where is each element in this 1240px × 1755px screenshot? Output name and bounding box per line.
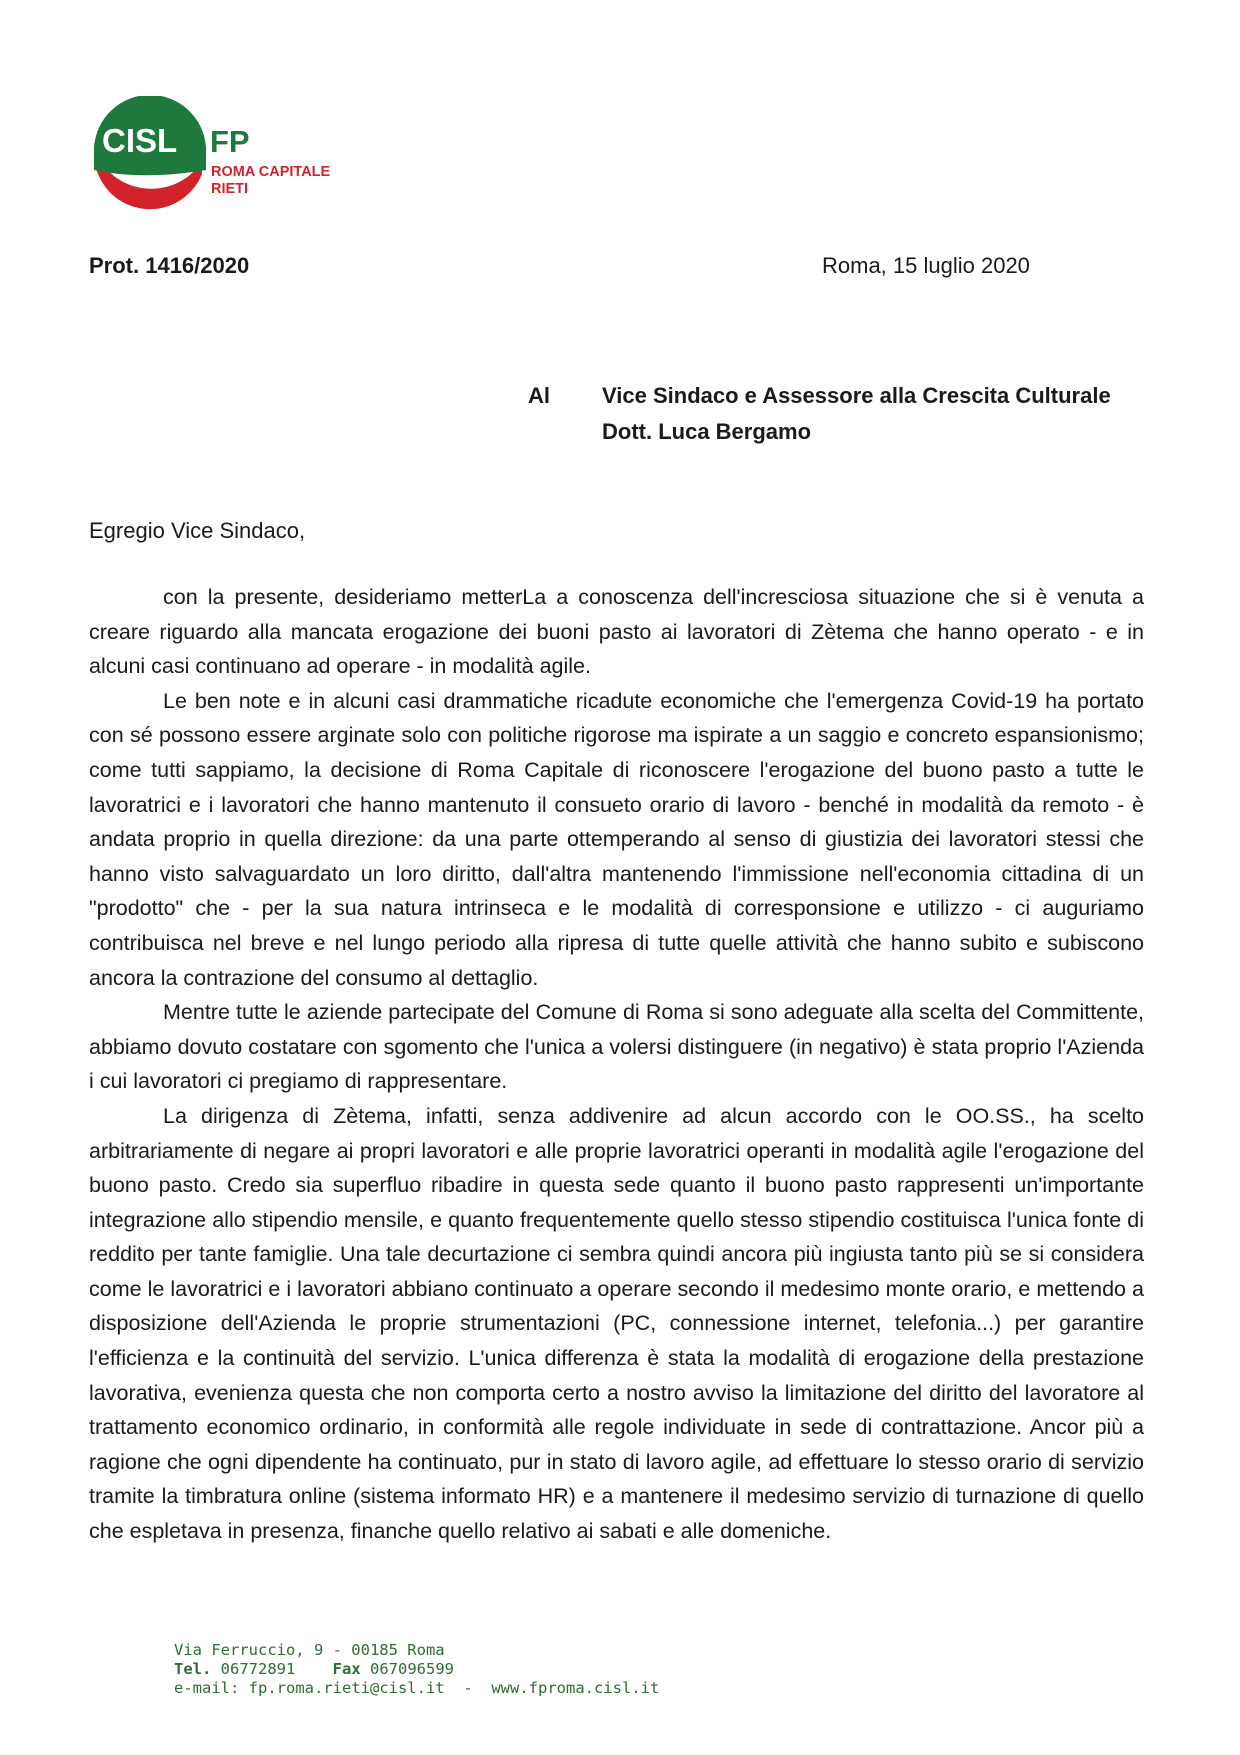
logo-rieti-text: RIETI [211,181,249,197]
body-paragraph: La dirigenza di Zètema, infatti, senza addivenire ad alcun accordo con le OO.SS., ha scelto arbitrariamente di negare ai propri lavoratori e alle proprie lavoratrici operanti in modalità agile l'erogazione del buono pasto. Credo sia superfluo ribadire in questa sede quanto il buono pasto rappresenti un'importante integrazione allo stipendio mensile, e quanto frequentemente quello stesso stipendio costituisca l'unica fonte di reddito per tante famiglie. Una tale decurtazione ci sembra quindi ancora più ingiusta tanto più se si considera come le lavoratrici e i lavoratori abbiano continuato a operare secondo il medesimo monte orario, e mettendo a disposizione dell'Azienda le proprie strumentazioni (PC, connessione internet, telefonia...) per garantire l'efficienza e la continuità del servizio. L'unica differenza è stata la modalità di erogazione della prestazione lavorativa, evenienza questa che non comporta certo a nostro avviso la limitazione del diritto del lavoratore al trattamento economico ordinario, in conformità alle regole individuate in sede di contrattazione. Ancor più a ragione che ogni dipendente ha continuato, pur in stato di lavoro agile, ad effettuare lo stesso orario di servizio tramite la timbratura online (sistema informato HR) e a mantenere il medesimo servizio di turnazione di quello che espletava in presenza, finanche quello relativo ai sabati e alle domeniche. [89,1103,1144,1544]
footer-email-label: e-mail: [174,1679,240,1697]
cisl-fp-logo [90,96,370,216]
footer-tel-label: Tel. [174,1660,212,1678]
protocol-number: Prot. 1416/2020 [89,253,250,278]
footer-contacts [174,1641,659,1698]
footer-fax-label: Fax [332,1660,361,1678]
recipient-name: Dott. Luca Bergamo [602,419,812,444]
recipient-title: Vice Sindaco e Assessore alla Crescita Culturale [602,383,1111,408]
letter-date: Roma, 15 luglio 2020 [822,253,1030,278]
body-paragraph: con la presente, desideriamo metterLa a conoscenza dell'incresciosa situazione che si è venuta a creare riguardo alla mancata erogazione dei buoni pasto ai lavoratori di Zètema che hanno operato - e in alcuni casi continuano ad operare - in modalità agile. [89,585,1144,679]
recipient-prefix: Al [528,383,550,408]
logo-fp-text: FP [210,124,250,159]
letter-body [89,580,1144,1549]
logo-roma-capitale-text: ROMA CAPITALE [211,164,331,180]
footer-separator: - [463,1679,473,1697]
salutation: Egregio Vice Sindaco, [89,518,306,543]
footer-tel-value: 06772891 [220,1660,296,1678]
footer-email-link[interactable]: fp.roma.rieti@cisl.it [248,1679,445,1697]
footer-address: Via Ferruccio, 9 - 00185 Roma [174,1641,445,1659]
footer-phone-line [174,1660,659,1679]
cisl-logo-icon [90,96,370,216]
footer-fax-value: 067096599 [370,1660,454,1678]
footer-web-line [174,1679,659,1698]
body-paragraph: Le ben note e in alcuni casi drammatiche ricadute economiche che l'emergenza Covid-19 ha portato con sé possono essere arginate solo con politiche rigorose ma ispirate a un saggio e concreto espansionismo; come tutti sappiamo, la decisione di Roma Capitale di riconoscere l'erogazione del buono pasto a tutte le lavoratrici e i lavoratori che hanno mantenuto il consueto orario di lavoro - benché in modalità da remoto - è andata proprio in quella direzione: da una parte ottemperando al senso di giustizia dei lavoratori stessi che hanno visto salvaguardato un loro diritto, dall'altra mantenendo l'immissione nell'economia cittadina di un "prodotto" che - per la sua natura intrinseca e le modalità di corresponsione e utilizzo - ci auguriamo contribuisca nel breve e nel lungo periodo alla ripresa di tutte quelle attività che hanno subito e subiscono ancora la contrazione del consumo al dettaglio. [89,688,1144,990]
body-paragraph: Mentre tutte le aziende partecipate del Comune di Roma si sono adeguate alla scelta del Committente, abbiamo dovuto costatare con sgomento che l'unica a volersi distinguere (in negativo) è stata proprio l'Azienda i cui lavoratori ci pregiamo di rappresentare. [89,1000,1144,1094]
logo-cisl-text: CISL [102,122,178,159]
footer-website-link[interactable]: www.fproma.cisl.it [491,1679,660,1697]
